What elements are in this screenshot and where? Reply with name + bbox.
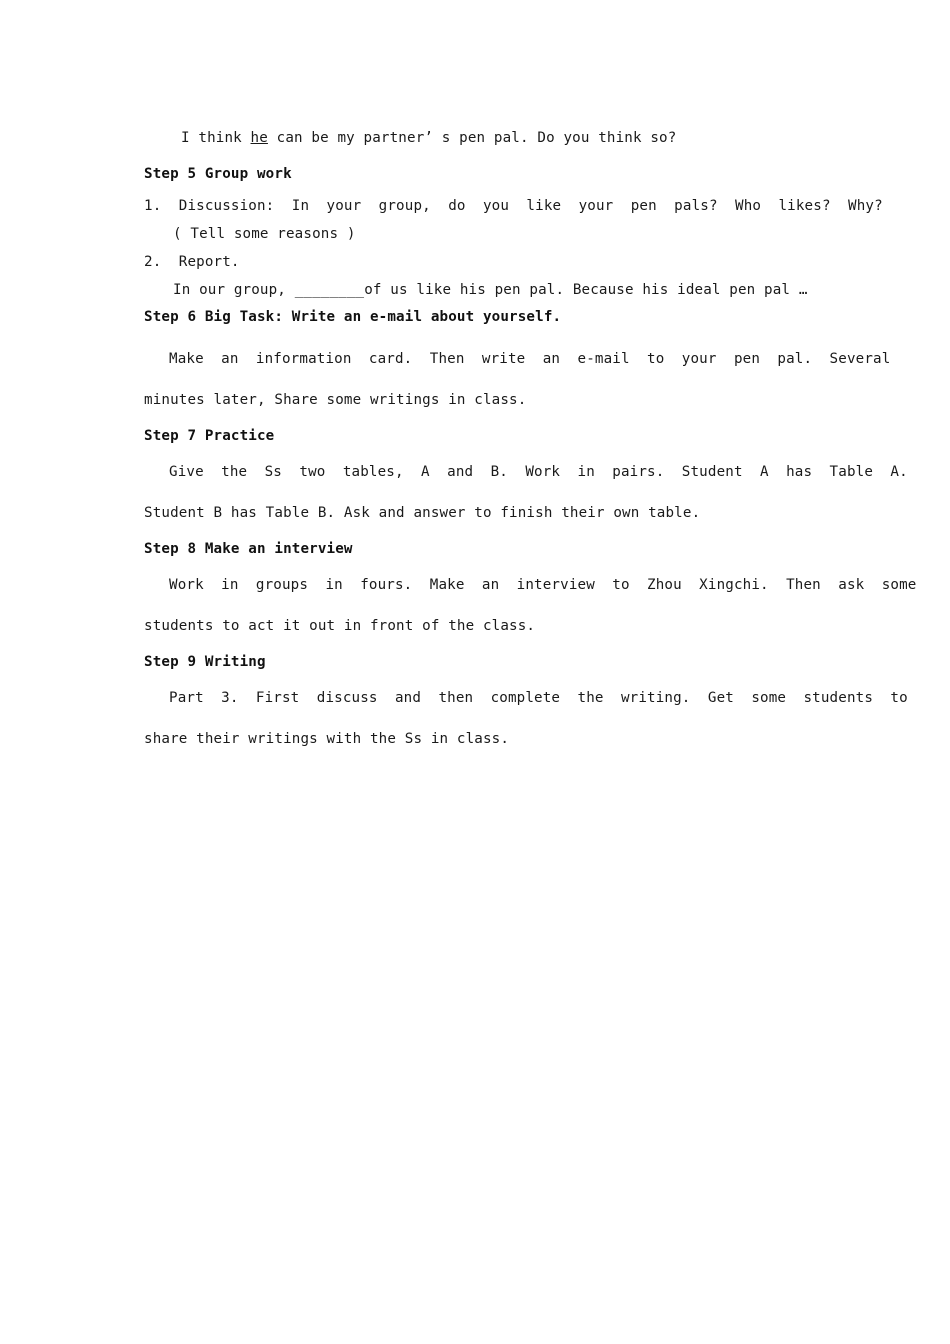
step5-item1-line1: 1. Discussion: In your group, do you like your pen pals? Who likes? Why?	[144, 198, 883, 214]
step8-heading: Step 8 Make an interview	[144, 541, 353, 557]
report-blank: ________	[294, 282, 365, 298]
step7-heading: Step 7 Practice	[144, 428, 275, 444]
step7-line2: Student B has Table B. Ask and answer to finish their own table.	[144, 505, 701, 521]
intro-prefix: I think	[181, 130, 251, 146]
intro-underlined-word: he	[250, 130, 268, 146]
step6-heading: Step 6 Big Task: Write an e-mail about yourself.	[144, 309, 562, 325]
report-suffix: of us like his pen pal. Because his ideal pen pal …	[364, 282, 808, 298]
step5-item1-line2: ( Tell some reasons )	[173, 226, 356, 242]
step8-line2: students to act it out in front of the class.	[144, 618, 536, 634]
step9-line2: share their writings with the Ss in class.	[144, 731, 510, 747]
step6-line1: Make an information card. Then write an e-mail to your pen pal. Several	[169, 351, 891, 367]
step5-report-line	[173, 280, 837, 300]
intro-line	[181, 128, 845, 148]
step9-line1: Part 3. First discuss and then complete the writing. Get some students to	[169, 690, 908, 706]
step7-line1: Give the Ss two tables, A and B. Work in pairs. Student A has Table A.	[169, 464, 908, 480]
step6-line2: minutes later, Share some writings in class.	[144, 392, 527, 408]
intro-suffix: can be my partner’ s pen pal. Do you think so?	[267, 130, 677, 146]
step5-heading: Step 5 Group work	[144, 166, 292, 182]
step9-heading: Step 9 Writing	[144, 654, 266, 670]
step8-line1: Work in groups in fours. Make an interview to Zhou Xingchi. Then ask some	[169, 577, 917, 593]
step5-item2: 2. Report.	[144, 254, 240, 270]
report-prefix: In our group,	[173, 282, 295, 298]
